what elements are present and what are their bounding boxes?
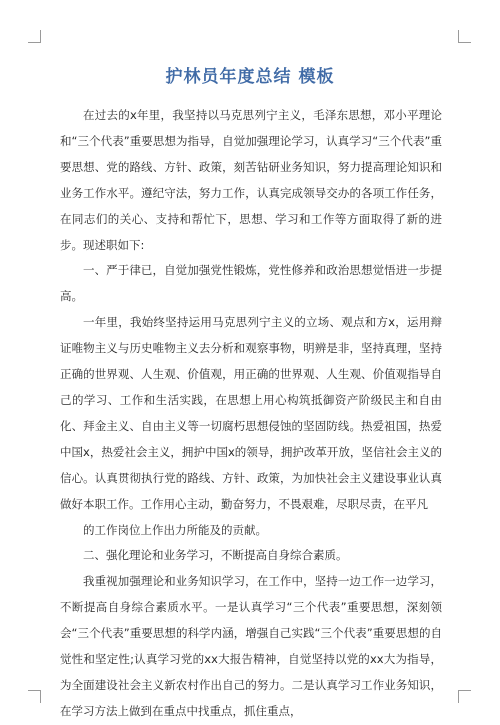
crop-mark-bottom-left [28,690,41,703]
section-1-paragraph-continued: 的工作岗位上作出力所能及的贡献。 [83,522,267,537]
section-1-paragraph: 一年里，我始终坚持运用马克思列宁主义的立场、观点和方x，运用辩证唯物主义与历史唯物主义去分析和观察事物，明辨是非，坚持真理，坚持正确的世界观、人生观、价值观，用正确的世界观、人生观、价值观指导自己的学习、工作和生活实践，在思想上用心构筑抵御资产阶级民主和自由化、拜金主义、自由主义等一切腐朽思想侵蚀的坚固防线。热爱祖国，热爱中国x，热爱社会主义，拥护中国x的领导，拥护改革开放，坚信社会主义的信心。认真贯彻执行党的路线、方针、政策，为加快社会主义建设事业认真做好本职工作。工作用心主动，勤奋努力，不畏艰难，尽职尽责，在平凡 [60,315,442,511]
section-heading-1: 一、严于律已，自觉加强党性锻炼，党性修养和政治思想觉悟进一步提高。 [60,263,442,304]
section-heading-2: 二、强化理论和业务学习，不断提高自身综合素质。 [83,548,348,563]
document-title: 护林员年度总结 模板 [165,67,335,87]
section-2-paragraph: 我重视加强理论和业务知识学习，在工作中，坚持一边工作一边学习，不断提高自身综合素质水平。一是认真学习“三个代表”重要思想，深刻领会“三个代表”重要思想的科学内涵，增强自己实践“三个代表”重要思想的自觉性和坚定性;认真学习党的xx大报告精神，自觉坚持以党的xx大为指导，为全面建设社会主义新农村作出自己的努力。二是认真学习工作业务知识，在学习方法上做到在重点中找重点，抓住重点， [60,574,442,718]
crop-mark-bottom-right [458,690,471,703]
crop-mark-top-right [458,30,471,43]
intro-paragraph: 在过去的x年里，我坚持以马克思列宁主义，毛泽东思想，邓小平理论和“三个代表”重要思想为指导，自觉加强理论学习，认真学习“三个代表”重要思想、党的路线、方针、政策，刻苦钻研业务知识，努力提高理论知识和业务工作水平。遵纪守法，努力工作，认真完成领导交办的各项工作任务，在同志们的关心、支持和帮忙下，思想、学习和工作等方面取得了新的进步。现述职如下: [60,108,442,252]
document-body [60,103,442,725]
crop-mark-top-left [28,30,41,43]
